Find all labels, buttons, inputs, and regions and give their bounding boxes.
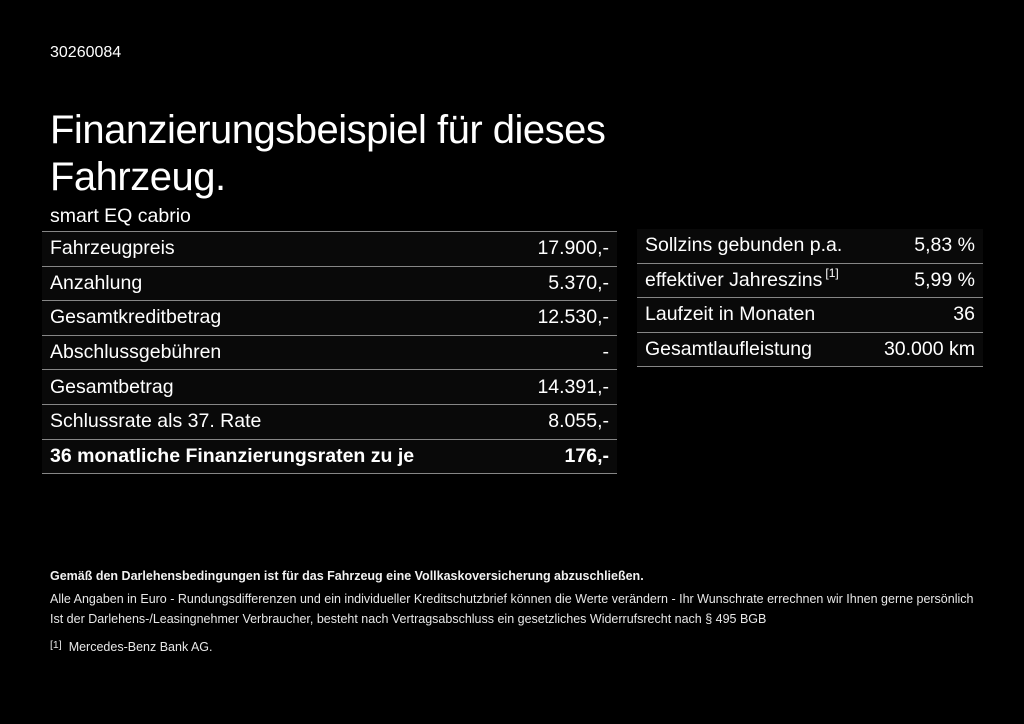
row-value: 5.370,- bbox=[548, 271, 609, 294]
table-row-sollzins bbox=[637, 229, 983, 264]
row-value: 176,- bbox=[564, 444, 609, 467]
footnote bbox=[50, 639, 213, 656]
table-row-gesamtlaufleistung bbox=[637, 333, 983, 368]
row-label: 36 monatliche Finanzierungsraten zu je bbox=[50, 444, 415, 467]
page-title bbox=[50, 107, 605, 201]
row-value: 14.391,- bbox=[537, 375, 609, 398]
insurance-note: Gemäß den Darlehensbedingungen ist für das Fahrzeug eine Vollkaskoversicherung abzuschließen. bbox=[50, 569, 644, 583]
row-value: 5,83 % bbox=[914, 234, 975, 257]
row-label: Gesamtkreditbetrag bbox=[50, 306, 222, 329]
row-label: Laufzeit in Monaten bbox=[645, 303, 816, 326]
table-row-schlussrate bbox=[42, 405, 617, 440]
footnote-text: Mercedes-Benz Bank AG. bbox=[68, 640, 213, 654]
row-value: 30.000 km bbox=[883, 338, 975, 361]
page-title-line1: Finanzierungsbeispiel für dieses bbox=[50, 107, 606, 152]
row-label: Anzahlung bbox=[50, 271, 143, 294]
row-value: 12.530,- bbox=[537, 306, 609, 329]
row-value: 5,99 % bbox=[914, 268, 975, 291]
conditions-table bbox=[637, 229, 983, 367]
table-row-abschlussgebuehren bbox=[42, 336, 617, 371]
table-row-gesamtkreditbetrag bbox=[42, 301, 617, 336]
row-value: 36 bbox=[953, 303, 975, 326]
row-value: - bbox=[602, 341, 609, 364]
table-row-monatsrate bbox=[42, 440, 617, 475]
row-label: Schlussrate als 37. Rate bbox=[50, 410, 262, 433]
page-title-line2: Fahrzeug. bbox=[50, 154, 226, 199]
row-label: Gesamtlaufleistung bbox=[645, 338, 812, 361]
document-number: 30260084 bbox=[50, 44, 122, 61]
table-row-effektiver-jahreszins bbox=[637, 264, 983, 299]
table-row-laufzeit bbox=[637, 298, 983, 333]
row-label: Fahrzeugpreis bbox=[50, 237, 175, 260]
financing-table bbox=[42, 197, 617, 474]
legal-notes bbox=[50, 568, 980, 629]
row-label: Abschlussgebühren bbox=[50, 341, 222, 364]
row-value: 8.055,- bbox=[548, 410, 609, 433]
row-value: 17.900,- bbox=[537, 237, 609, 260]
table-row-fahrzeugpreis bbox=[42, 232, 617, 267]
row-label-text: effektiver Jahreszins bbox=[645, 268, 823, 291]
row-label bbox=[645, 266, 839, 292]
table-row-anzahlung bbox=[42, 267, 617, 302]
footnote-ref-1: [1] bbox=[825, 266, 839, 281]
vehicle-model-header bbox=[42, 197, 617, 232]
note-line-2: Ist der Darlehens-/Leasingnehmer Verbraucher, besteht nach Vertragsabschluss ein gesetzliches Widerrufsrecht nach § 495 BGB bbox=[50, 612, 767, 626]
note-line-1: Alle Angaben in Euro - Rundungsdifferenzen und ein individueller Kreditschutzbrief können die Werte verändern - Ihr Wunschrate errechnen wir Ihnen gerne persönlich bbox=[50, 592, 974, 606]
row-label: Sollzins gebunden p.a. bbox=[645, 234, 843, 257]
table-row-gesamtbetrag bbox=[42, 370, 617, 405]
footnote-marker: [1] bbox=[50, 639, 62, 651]
vehicle-model: smart EQ cabrio bbox=[50, 205, 191, 227]
row-label: Gesamtbetrag bbox=[50, 375, 174, 398]
